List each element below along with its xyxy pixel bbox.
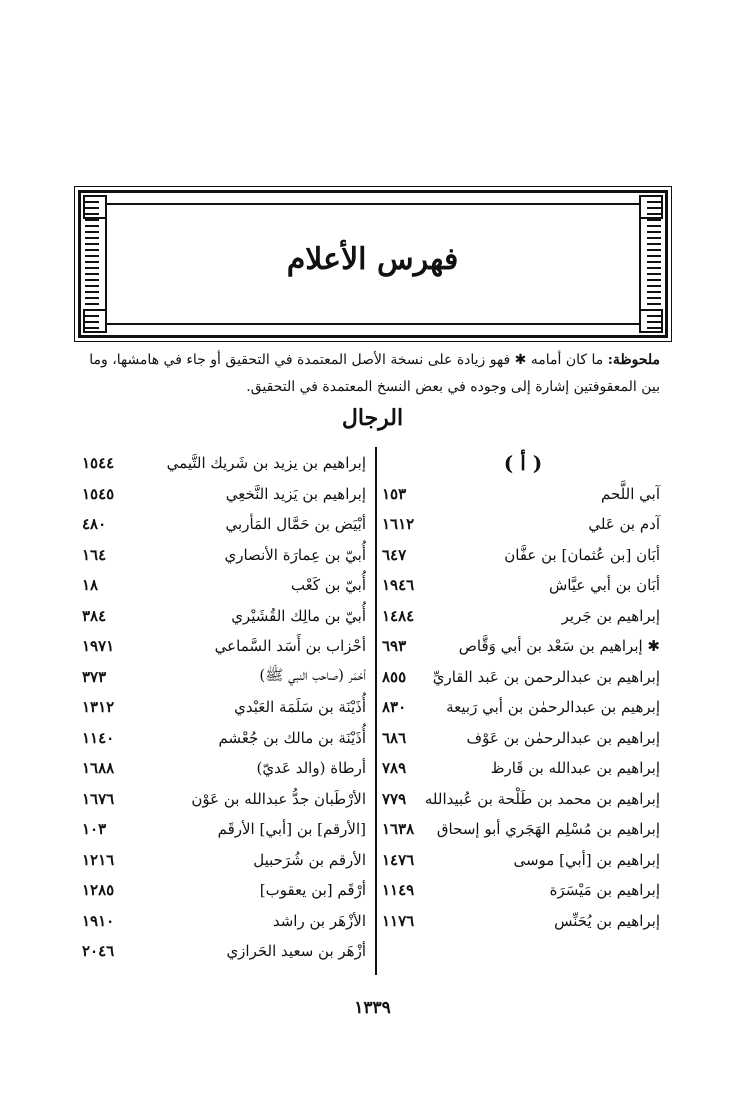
index-entry <box>378 662 668 693</box>
entry-page: ٤٨٠ <box>82 515 107 534</box>
entry-page: ١٤٧٦ <box>382 850 415 869</box>
index-entry <box>82 936 372 967</box>
index-entry <box>82 479 372 510</box>
entry-page: ١١٧٦ <box>382 911 415 930</box>
entry-name: أبَان بن أبي عيَّاش <box>548 576 660 595</box>
entry-page: ٦٩٣ <box>382 637 407 656</box>
entry-name: أُذَيْنَة بن سَلَمَة العَبْدي <box>234 698 366 717</box>
entry-page: ٦٤٧ <box>382 545 407 564</box>
entry-page: ١٨ <box>82 576 99 595</box>
letter-heading: ( أ ) <box>503 451 543 476</box>
entry-page: ١٢٨٥ <box>82 881 115 900</box>
index-entry <box>82 631 372 662</box>
entry-page: ٨٣٠ <box>382 698 407 717</box>
entry-page: ١٤٨٤ <box>382 606 415 625</box>
entry-name: الأرقم بن شُرَحبيل <box>253 850 366 869</box>
index-entry <box>82 509 372 540</box>
index-entry <box>378 875 668 906</box>
entry-page: ١٥٤٤ <box>82 454 115 473</box>
entry-page: ١٩١٠ <box>82 911 115 930</box>
entry-page: ١٣١٢ <box>82 698 115 717</box>
entry-name: إبراهيم بن عبدالله بن قَارظ <box>490 759 660 778</box>
entry-page: ١٦٧٦ <box>82 789 115 808</box>
entry-name: إبراهيم بن عبدالرحمٰن بن عَوْف <box>466 728 660 747</box>
entry-name: أُبيّ بن مالِك القُشَيْري <box>231 606 366 625</box>
entry-name: آدم بن عَلي <box>588 515 660 534</box>
index-entry <box>82 753 372 784</box>
entry-page: ١٦٨٨ <box>82 759 115 778</box>
entry-name: أزْهَر بن سعيد الحَرازي <box>226 942 366 961</box>
entry-page: ٦٨٦ <box>382 728 407 747</box>
entry-name: أرْقَم [بن يعقوب] <box>259 881 366 900</box>
index-entry <box>82 723 372 754</box>
entry-name: ✱ إبراهيم بن سَعْد بن أبي وَقَّاص <box>458 637 660 656</box>
entry-name: إبراهيم بن مَيْسَرَة <box>549 881 660 900</box>
section-heading: الرجال <box>341 405 404 431</box>
left-column <box>82 448 372 967</box>
index-entry <box>378 570 668 601</box>
entry-page: ١٠٣ <box>82 820 107 839</box>
entry-name: إبراهيم بن يُحَنِّس <box>554 911 660 930</box>
entry-name: [الأرقم] بن [أبي] الأرقَم <box>217 820 366 839</box>
entry-page: ٧٧٩ <box>382 789 407 808</box>
entry-name: إبراهيم بن [أبي] موسى <box>513 850 660 869</box>
column-divider <box>375 447 377 975</box>
index-entry <box>82 448 372 479</box>
index-entry <box>378 509 668 540</box>
entry-page: ١٦١٢ <box>382 515 415 534</box>
entry-page: ١٦٤ <box>82 545 107 564</box>
entry-page: ٣٧٣ <box>82 667 107 686</box>
index-entry <box>82 814 372 845</box>
entry-name: إبرهيم بن عبدالرحمٰن بن أبي رَبيعة <box>446 698 660 717</box>
entry-page: ٧٨٩ <box>382 759 407 778</box>
index-entry <box>82 875 372 906</box>
index-entry <box>378 479 668 510</box>
note-label: ملحوظة: <box>607 352 660 368</box>
entry-name: الأرْطَبان جدُّ عبدالله بن عَوْن <box>191 789 366 808</box>
index-entry <box>82 692 372 723</box>
entry-name: إبراهيم بن عبدالرحمن بن عَبد القاريِّ <box>432 667 660 686</box>
index-entry <box>82 845 372 876</box>
entry-page: ٣٨٤ <box>82 606 107 625</box>
page-title: فهرس الأعلام <box>286 242 459 277</box>
entry-name: إبراهيم بن محمد بن طَلْحة بن عُبيدالله <box>424 789 660 808</box>
index-entry <box>82 601 372 632</box>
entry-name: أُبيّ بن عِمارَة الأنصاري <box>224 545 366 564</box>
note-paragraph <box>88 347 660 401</box>
index-entry <box>378 814 668 845</box>
entry-page: ١٥٣ <box>382 484 407 503</box>
entry-page: ٨٥٥ <box>382 667 407 686</box>
entry-name: إبراهيم بن جَرير <box>561 606 660 625</box>
page-number: ١٣٣٩ <box>354 998 391 1018</box>
entry-name: آبي اللَّحم <box>601 484 660 503</box>
entry-name: أحْزاب بن أَسَد السَّماعي <box>214 637 366 656</box>
index-entry <box>82 570 372 601</box>
entry-page: ١١٤٠ <box>82 728 115 747</box>
index-entry <box>378 906 668 937</box>
index-entry <box>378 692 668 723</box>
entry-name: إبراهيم بن يَزيد النَّخعِي <box>225 484 366 503</box>
index-entry <box>378 784 668 815</box>
note-text: ما كان أمامه ✱ فهو زيادة على نسخة الأصل المعتمدة في التحقيق أو جاء في هامشها، وما بين المعقوفتين إشارة إلى وجوده في بعض النسخ المعتمدة في التحقيق. <box>89 352 660 395</box>
index-entry <box>378 723 668 754</box>
index-entry <box>378 845 668 876</box>
index-entry <box>82 662 372 693</box>
index-entry <box>82 906 372 937</box>
entry-name: أبْيَض بن حَمَّال المَأربي <box>225 515 366 534</box>
entry-page: ١٩٧١ <box>82 637 115 656</box>
entry-name: أُذَيْنَة بن مالك بن جُعْشم <box>218 728 366 747</box>
index-entry <box>378 540 668 571</box>
entry-name: أُبيّ بن كَعْب <box>290 576 366 595</box>
right-column <box>378 448 668 936</box>
entry-name: إبراهيم بن مُسْلِم الهَجَري أبو إسحاق <box>436 820 660 839</box>
entry-name: أرطاة (والد عَديّ) <box>256 759 366 778</box>
entry-page: ١١٤٩ <box>382 881 415 900</box>
entry-page: ٢٠٤٦ <box>82 942 115 961</box>
index-entry <box>82 540 372 571</box>
entry-name: إبراهيم بن يزيد بن شَريك التَّيمي <box>166 454 366 473</box>
entry-name: الأزْهَر بن راشد <box>272 911 366 930</box>
index-entry <box>378 631 668 662</box>
index-entry <box>82 784 372 815</box>
index-entry <box>378 601 668 632</box>
entry-page: ١٢١٦ <box>82 850 115 869</box>
entry-page: ١٥٤٥ <box>82 484 115 503</box>
entry-page: ١٦٣٨ <box>382 820 415 839</box>
entry-page: ١٩٤٦ <box>382 576 415 595</box>
entry-name: أحْمَر (صاحب النبي ﷺ) <box>259 665 366 684</box>
entry-name: أبَان [بن عُثمان] بن عفَّان <box>504 545 660 564</box>
index-entry <box>378 753 668 784</box>
